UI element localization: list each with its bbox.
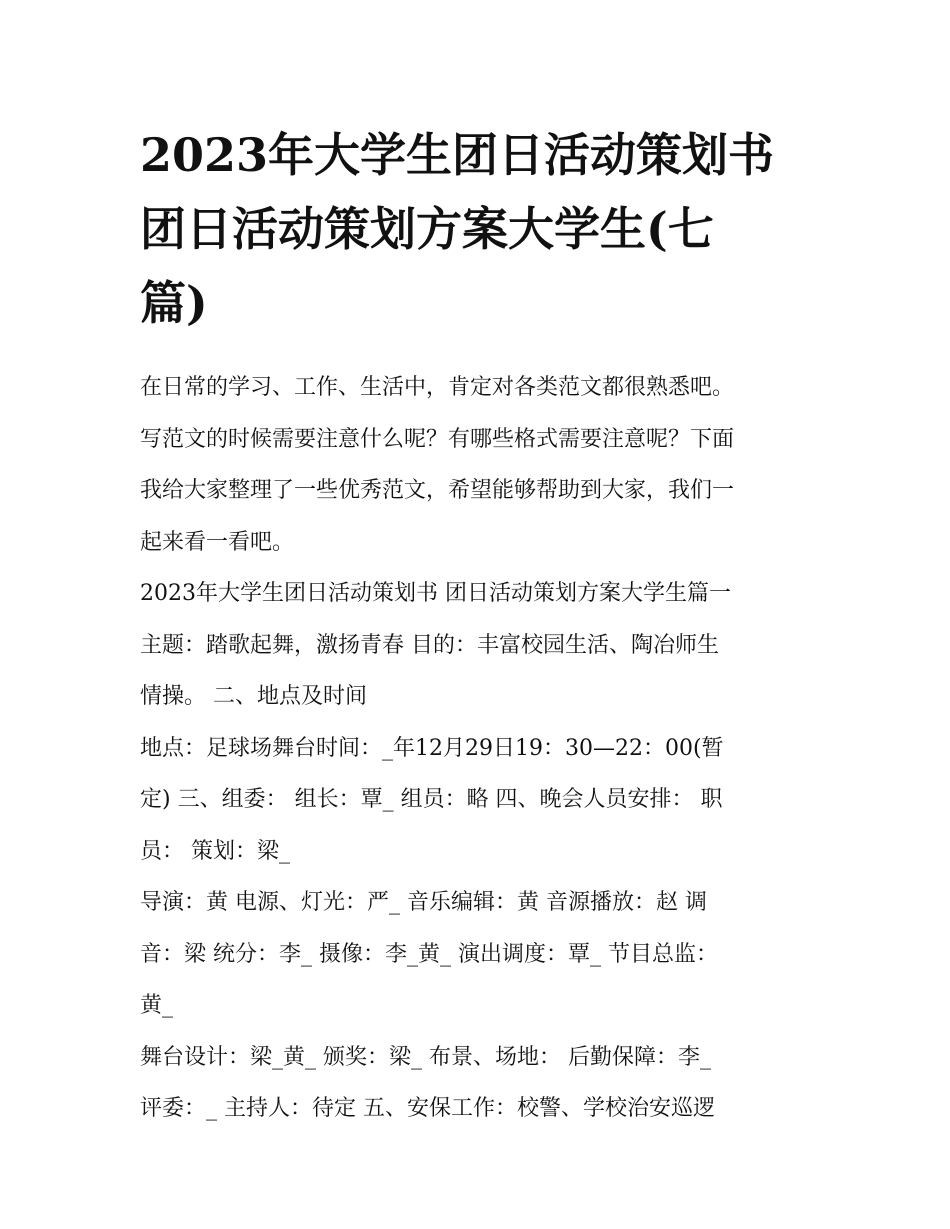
body-line-7: 情操。 二、地点及时间 [140, 684, 367, 709]
document-page [140, 118, 820, 1135]
document-title [140, 118, 820, 340]
body-line-10: 员： 策划：梁_ [140, 838, 290, 864]
body-line-8: 地点：足球场舞台时间：_年12月29日19：30—22：00(暂 [140, 735, 724, 761]
body-line-13: 黄_ [140, 993, 174, 1018]
body-line-6: 主题：踏歌起舞，激扬青春 目的：丰富校园生活、陶冶师生 [140, 632, 719, 658]
document-body [140, 362, 820, 1135]
body-line-1: 在日常的学习、工作、生活中，肯定对各类范文都很熟悉吧。 [140, 375, 735, 400]
body-line-12: 音：梁 统分：李_ 摄像：李_黄_ 演出调度：覃_ 节目总监： [140, 941, 718, 967]
body-line-5: 2023年大学生团日活动策划书 团日活动策划方案大学生篇一 [140, 581, 731, 606]
title-line-3: 篇) [140, 276, 208, 330]
body-line-15: 评委：_ 主持人：待定 五、安保工作：校警、学校治安巡逻 [140, 1096, 715, 1121]
title-line-2: 团日活动策划方案大学生(七 [140, 202, 714, 256]
body-line-9: 定) 三、组委： 组长：覃_ 组员：略 四、晚会人员安排： 职 [140, 787, 723, 812]
body-line-3: 我给大家整理了一些优秀范文，希望能够帮助到大家，我们一 [140, 478, 735, 503]
body-line-2: 写范文的时候需要注意什么呢？有哪些格式需要注意呢？下面 [140, 426, 735, 452]
body-line-4: 起来看一看吧。 [140, 529, 295, 555]
body-line-11: 导演：黄 电源、灯光：严_ 音乐编辑：黄 音源播放：赵 调 [140, 890, 707, 915]
title-line-1: 2023年大学生团日活动策划书 [140, 128, 775, 182]
body-line-14: 舞台设计：梁_黄_ 颁奖：梁_ 布景、场地： 后勤保障：李_ [140, 1044, 711, 1070]
